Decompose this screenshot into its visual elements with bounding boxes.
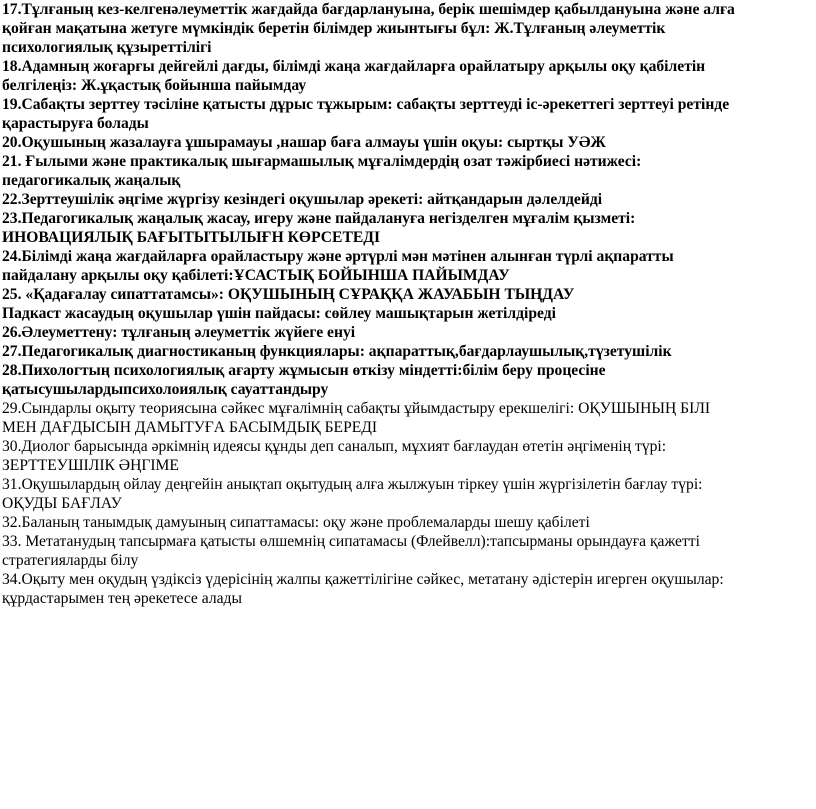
text-line: ОҚУДЫ БАҒЛАУ xyxy=(2,495,122,512)
text-line: 24.Білімді жаңа жағдайларға орайластыру және әртүрлі мән мәтінен алынған түрлі ақпаратты xyxy=(2,248,674,265)
text-line: қарастыруға болады xyxy=(2,115,149,132)
text-line: ИНОВАЦИЯЛЫҚ БАҒЫТЫТЫЛЫҒН КӨРСЕТЕДІ xyxy=(2,229,381,246)
text-line: 22.Зерттеушілік әңгіме жүргізу кезіндегі оқушылар әрекеті: айтқандарын дәлелдейді xyxy=(2,191,603,208)
text-line: ЗЕРТТЕУШІЛІК ӘҢГІМЕ xyxy=(2,457,179,474)
text-line: құрдастарымен тең әрекетесе алады xyxy=(2,590,242,607)
text-line: педагогикалық жаңалық xyxy=(2,172,181,189)
text-line: стратегияларды білу xyxy=(2,552,139,569)
text-line: қатысушылардыпсихолоиялық сауаттандыру xyxy=(2,381,329,398)
text-line: 34.Оқыту мен оқудың үздіксіз үдерісінің жалпы қажеттілігіне сәйкес, метатану әдістерін игерген оқушылар: xyxy=(2,571,724,588)
text-line: 23.Педагогикалық жаңалық жасау, игеру және пайдалануға негізделген мұғалім қызметі: xyxy=(2,210,636,227)
text-line: 32.Баланың танымдық дамуының сипаттамасы: оқу және проблемаларды шешу қабілеті xyxy=(2,514,590,531)
text-line: 29.Сындарлы оқыту теориясына сәйкес мұғалімнің сабақты ұйымдастыру ерекшелігі: ОҚУШЫНЫҢ БІЛІ xyxy=(2,400,711,417)
text-line: 27.Педагогикалық диагностиканың функциялары: ақпараттық,бағдарлаушылық,түзетушілік xyxy=(2,343,672,360)
text-line: 30.Диолог барысында әркімнің идеясы құнды деп саналып, мұхият бағлаудан өтетін әңгіменің түрі: xyxy=(2,438,667,455)
text-line: 28.Пихологтың психологиялық ағарту жұмысын өткізу міндетті:білім беру процесіне xyxy=(2,362,606,379)
text-line: 19.Сабақты зерттеу тәсіліне қатысты дұрыс тұжырым: сабақты зерттеуді іс-әрекеттегі зерттеуі ретінде xyxy=(2,96,730,113)
text-line: 33. Метатанудың тапсырмаға қатысты өлшемнің сипатамасы (Флейвелл):тапсырманы орындауға қажетті xyxy=(2,533,700,550)
text-line: 20.Оқушының жазалауға ұшырамауы ,нашар баға алмауы үшін оқуы: сыртқы УӘЖ xyxy=(2,134,606,151)
text-line: МЕН ДАҒДЫСЫН ДАМЫТУҒА БАСЫМДЫҚ БЕРЕДІ xyxy=(2,419,378,436)
text-line: қойған мақатына жетуге мүмкіндік беретін білімдер жиынтығы бұл: Ж.Тұлғаның әлеуметтік xyxy=(2,20,666,37)
text-line: белгілеңіз: Ж.ұқастық бойынша пайымдау xyxy=(2,77,307,94)
text-line: 25. «Қадағалау сипаттатамсы»: ОҚУШЫНЫҢ СҰРАҚҚА ЖАУАБЫН ТЫҢДАУ xyxy=(2,286,575,303)
text-line: 18.Адамның жоғарғы дейгейлі дағды, білімді жаңа жағдайларға орайлатыру арқылы оқу қабілетін xyxy=(2,58,706,75)
text-line: 21. Ғылыми және практикалық шығармашылық мұғалімдердің озат тәжірбиесі нәтижесі: xyxy=(2,153,642,170)
text-line: 31.Оқушылардың ойлау деңгейін анықтап оқытудың алға жылжуын тіркеу үшін жүргізілетін бағлау түрі: xyxy=(2,476,703,493)
text-line: Падкаст жасаудың оқушылар үшін пайдасы: сөйлеу машықтарын жетілдіреді xyxy=(2,305,556,322)
text-line: психологиялық құзыреттілігі xyxy=(2,39,212,56)
text-line: 26.Әлеуметтену: тұлғаның әлеуметтік жүйеге енуі xyxy=(2,324,356,341)
text-line: пайдалану арқылы оқу қабілеті:ҰСАСТЫҚ БОЙЫНША ПАЙЫМДАУ xyxy=(2,267,510,284)
text-line: 17.Тұлғаның кез-келгенәлеуметтік жағдайда бағдарлануына, берік шешімдер қабылдануына және алға xyxy=(2,1,735,18)
